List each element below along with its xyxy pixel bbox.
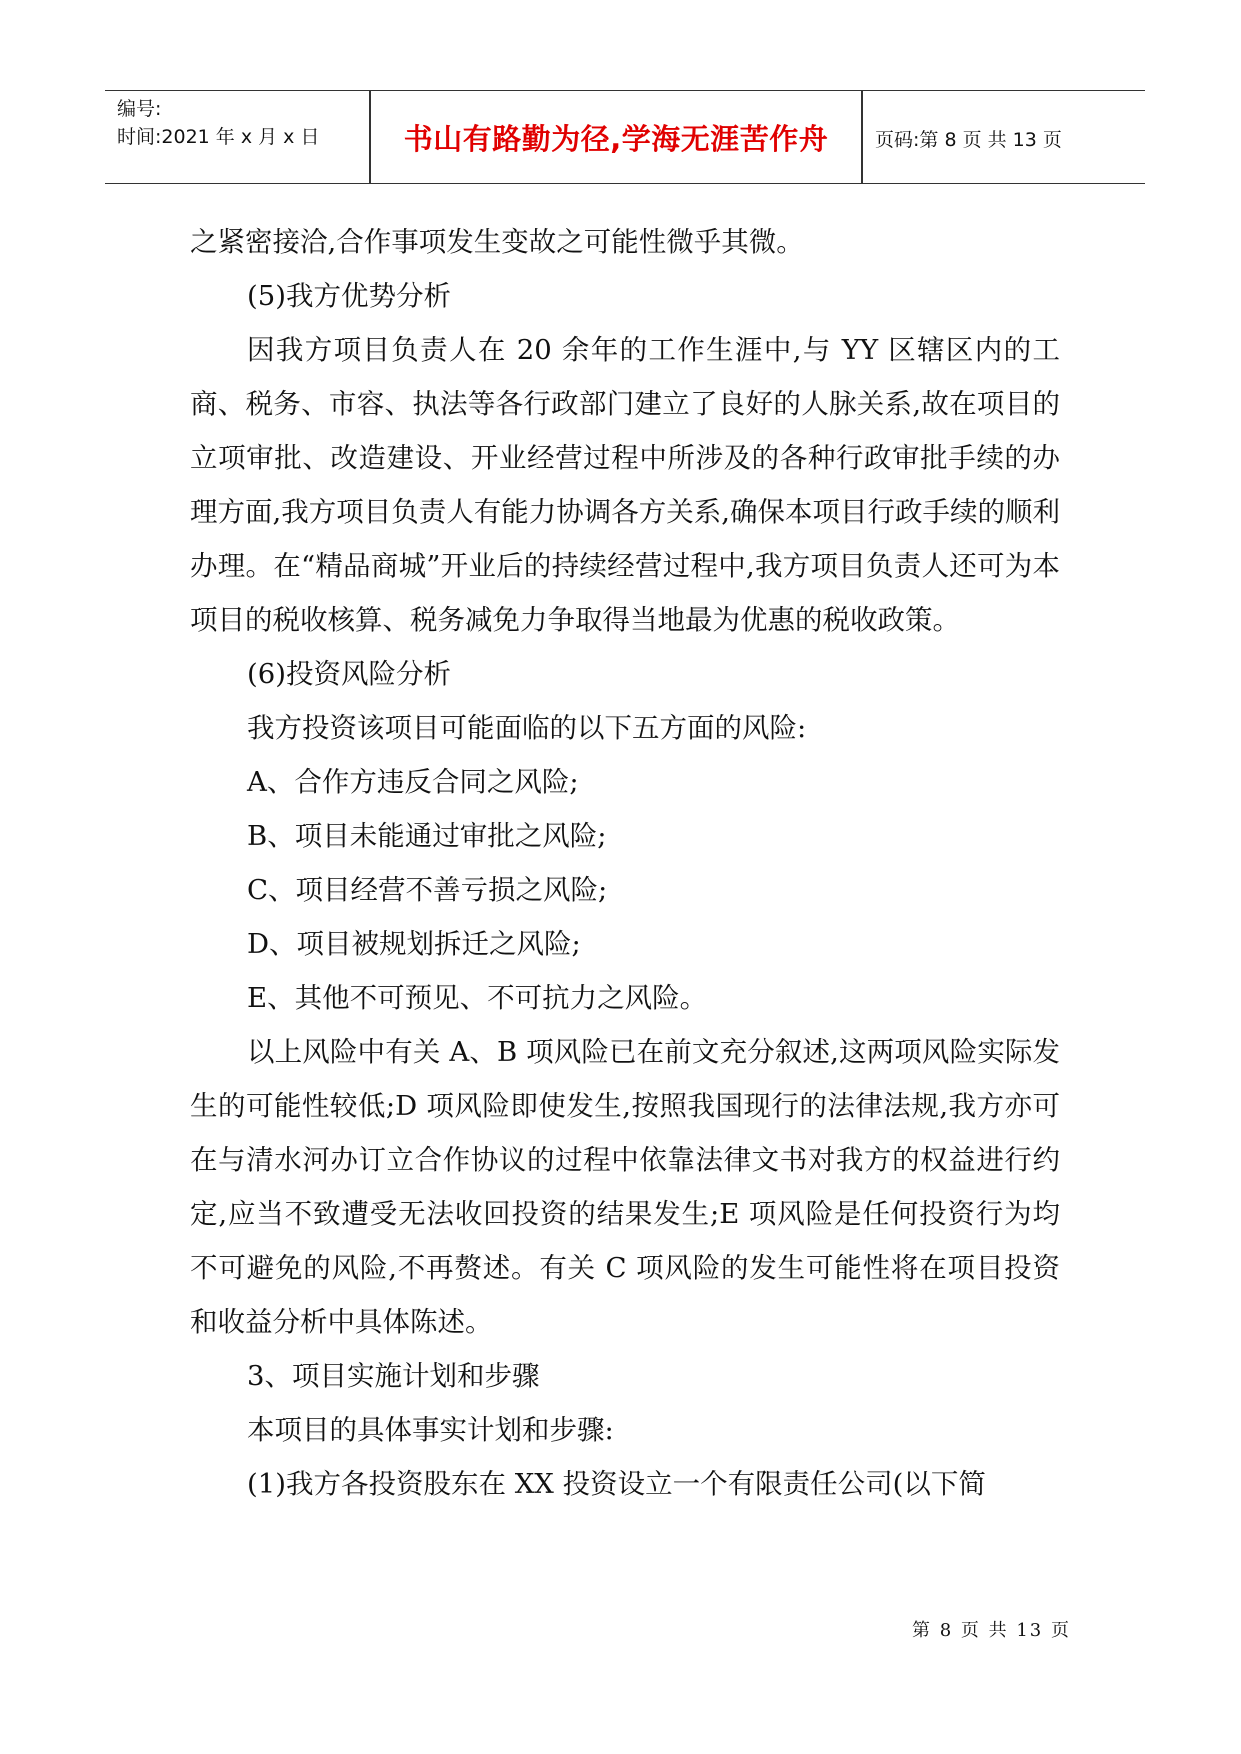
list-item: B、项目未能通过审批之风险;: [247, 820, 607, 852]
paragraph: 之紧密接洽,合作事项发生变故之可能性微乎其微。: [190, 226, 804, 258]
time-label: 时间:2021 年 x 月 x 日: [117, 126, 320, 148]
header-motto: 书山有路勤为径,学海无涯苦作舟: [403, 122, 829, 156]
section-heading: (5)我方优势分析: [247, 280, 451, 312]
header-divider: [861, 91, 863, 183]
paragraph: 因我方项目负责人在 20 余年的工作生涯中,与 YY 区辖区内的工商、税务、市容、执法等各行政部门建立了良好的人脉关系,故在项目的立项审批、改造建设、开业经营过程中所涉及的各种行政审批手续的办理方面,我方项目负责人有能力协调各方关系,确保本项目行政手续的顺利办理。在“精品商城”开业后的持续经营过程中,我方项目负责人还可为本项目的税收核算、税务减免力争取得当地最为优惠的税收政策。: [190, 334, 1060, 636]
paragraph: 本项目的具体事实计划和步骤:: [247, 1414, 614, 1446]
paragraph: (1)我方各投资股东在 XX 投资设立一个有限责任公司(以下简: [247, 1468, 986, 1500]
section-heading: 3、项目实施计划和步骤: [247, 1360, 540, 1392]
number-label: 编号:: [117, 98, 162, 120]
page-header: [105, 90, 1145, 184]
list-item: A、合作方违反合同之风险;: [247, 766, 579, 798]
list-item: C、项目经营不善亏损之风险;: [247, 874, 608, 906]
paragraph: 以上风险中有关 A、B 项风险已在前文充分叙述,这两项风险实际发生的可能性较低;D 项风险即使发生,按照我国现行的法律法规,我方亦可在与清水河办订立合作协议的过程中依靠法律文书对我方的权益进行约定,应当不致遭受无法收回投资的结果发生;E 项风险是任何投资行为均不可避免的风险,不再赘述。有关 C 项风险的发生可能性将在项目投资和收益分析中具体陈述。: [190, 1036, 1060, 1338]
header-page-label: 页码:第 8 页 共 13 页: [875, 129, 1062, 151]
header-meta: [117, 95, 319, 151]
list-item: D、项目被规划拆迁之风险;: [247, 928, 581, 960]
paragraph: 我方投资该项目可能面临的以下五方面的风险:: [247, 712, 807, 744]
list-item: E、其他不可预见、不可抗力之风险。: [247, 982, 708, 1014]
document-body: [190, 215, 1060, 1511]
page-footer: 第 8 页 共 13 页: [912, 1620, 1071, 1641]
section-heading: (6)投资风险分析: [247, 658, 451, 690]
